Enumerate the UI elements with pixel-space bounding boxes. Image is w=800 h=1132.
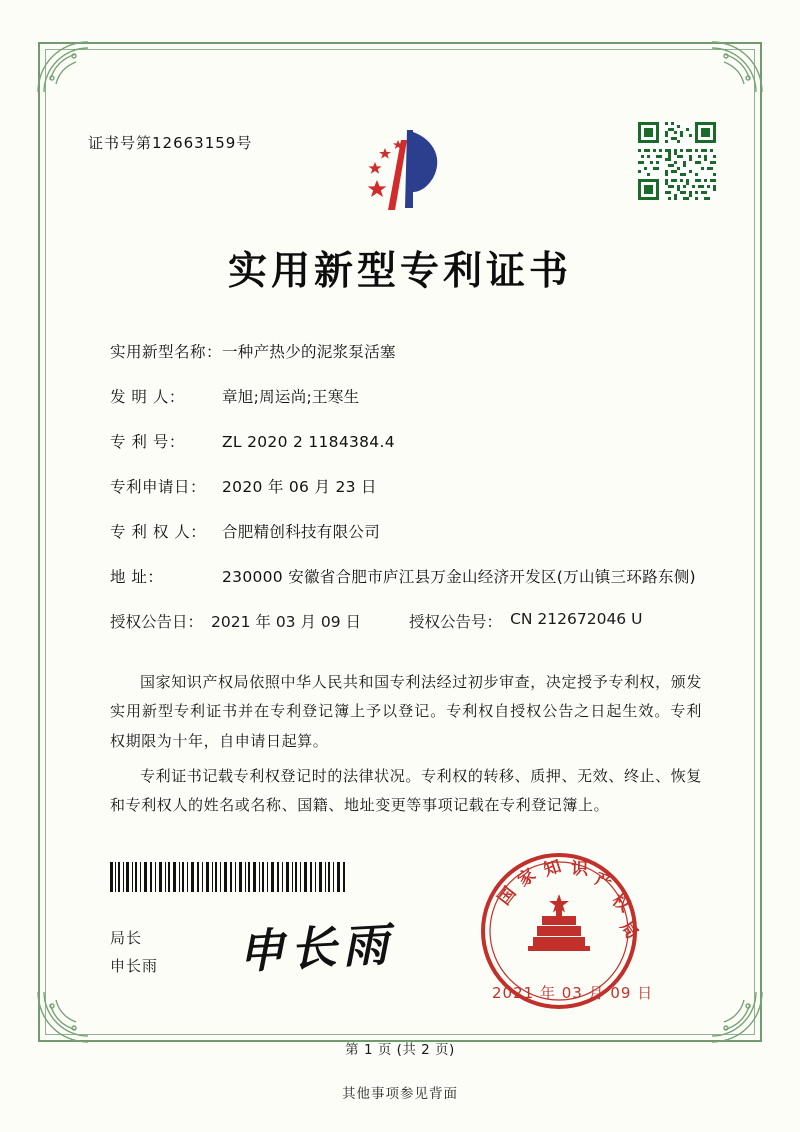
announcement-date [110, 610, 361, 632]
svg-text:家: 家 [514, 864, 540, 892]
svg-text:知: 知 [541, 856, 564, 881]
barcode-icon [110, 862, 348, 892]
signature-block [110, 925, 158, 981]
back-side-note: 其他事项参见背面 [342, 1086, 458, 1102]
handwritten-signature: 申长雨 [236, 916, 396, 980]
cnipa-logo-icon [355, 118, 455, 218]
svg-text:识: 识 [570, 859, 589, 880]
corner-ornament-icon [36, 990, 90, 1044]
announcement-date-label: 授权公告日： [110, 613, 204, 632]
field-label: 专利申请日： [110, 478, 207, 497]
svg-text:局: 局 [615, 917, 640, 943]
announcement-date-value: 2021 年 03 月 09 日 [211, 613, 362, 632]
field-patent-number [110, 430, 710, 454]
field-utility-model-name [110, 340, 710, 364]
field-value: 2020 年 06 月 23 日 [222, 478, 377, 497]
svg-text:产: 产 [592, 868, 616, 894]
paragraph-1: 国家知识产权局依照中华人民共和国专利法经过初步审查，决定授予专利权，颁发实用新型专利证书并在专利登记簿上予以登记。专利权自授权公告之日起生效。专利权期限为十年，自申请日起算。 [110, 673, 702, 750]
page-number: 第 1 页 (共 2 页) [345, 1042, 455, 1058]
director-role-label: 局长 [110, 929, 143, 947]
field-application-date [110, 475, 710, 499]
field-address [110, 565, 710, 589]
svg-text:国: 国 [494, 883, 521, 910]
certificate-number: 证书号第12663159号 [88, 134, 253, 152]
page-title: 实用新型专利证书 [227, 249, 572, 294]
field-list [110, 340, 710, 650]
field-inventor [110, 385, 710, 409]
corner-ornament-icon [36, 40, 90, 94]
announcement-number-label: 授权公告号： [409, 613, 503, 632]
field-label: 实用新型名称： [110, 343, 223, 361]
director-name-label: 申长雨 [110, 956, 159, 975]
svg-text:权: 权 [607, 890, 634, 917]
field-label: 专 利 权 人： [110, 523, 207, 542]
grant-announcement-row [110, 610, 710, 632]
field-label: 发 明 人： [110, 388, 185, 407]
field-patentee [110, 520, 710, 544]
corner-ornament-icon [710, 990, 764, 1044]
paragraph-2: 专利证书记载专利权登记时的法律状况。专利权的转移、质押、无效、终止、恢复和专利权人的姓名或名称、国籍、地址变更等事项记载在专利登记簿上。 [110, 766, 702, 814]
legal-text [110, 668, 702, 826]
corner-ornament-icon [710, 40, 764, 94]
field-label: 专 利 号： [110, 433, 185, 452]
field-value: 合肥精创科技有限公司 [222, 523, 381, 542]
field-value: 230000 安徽省合肥市庐江县万金山经济开发区(万山镇三环路东侧) [222, 568, 696, 587]
field-value: 章旭;周运尚;王寒生 [222, 388, 360, 407]
field-value: 一种产热少的泥浆泵活塞 [222, 343, 396, 361]
announcement-number [409, 610, 642, 632]
qr-code-icon [638, 122, 716, 200]
announcement-number-value: CN 212672046 U [510, 610, 643, 629]
field-label: 地 址： [110, 568, 164, 587]
seal-date: 2021 年 03 月 09 日 [492, 984, 654, 1002]
field-value: ZL 2020 2 1184384.4 [222, 433, 395, 452]
